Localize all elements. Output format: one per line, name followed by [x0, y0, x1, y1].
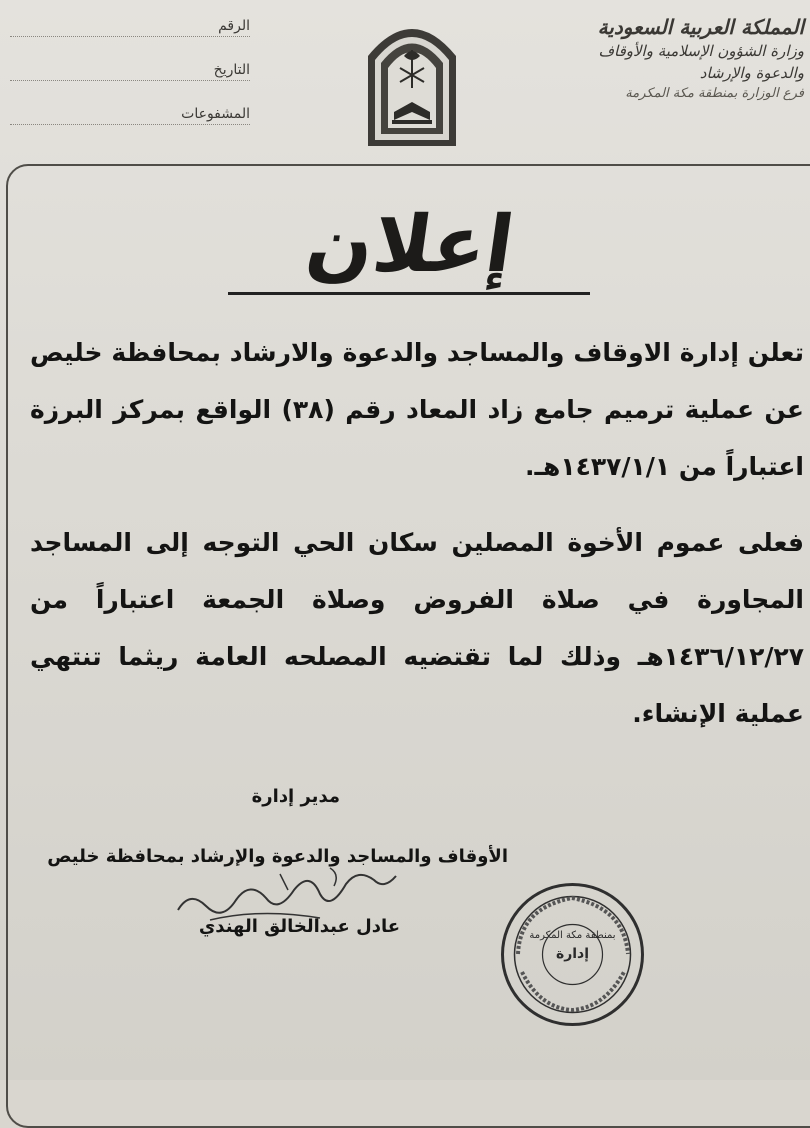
ministry-logo — [362, 16, 462, 148]
stamp-region: بمنطقة مكة المكرمة — [529, 930, 616, 941]
date-field — [10, 58, 250, 81]
signatory-organization: الأوقاف والمساجد والدعوة والإرشاد بمحافظة خليص — [47, 846, 508, 867]
number-label: الرقم — [218, 18, 250, 34]
attachments-label: المشفوعات — [181, 106, 250, 122]
letterhead-ministry-cont: والدعوة والإرشاد — [699, 64, 804, 82]
announcement-title: إعلان — [300, 200, 520, 290]
letterhead-country: المملكة العربية السعودية — [597, 15, 804, 39]
letterhead — [594, 14, 804, 104]
announcement-paragraph-1: تعلن إدارة الاوقاف والمساجد والدعوة والارشاد بمحافظة خليص عن عملية ترميم جامع زاد المعاد رقم (٣٨) الواقع بمركز البرزة اعتباراً من ١٤٣٧/١/١هـ. — [30, 338, 804, 481]
official-stamp — [500, 882, 645, 1027]
number-field — [10, 14, 250, 37]
title-underline — [228, 292, 590, 295]
letterhead-ministry: وزارة الشؤون الإسلامية والأوقاف — [598, 42, 804, 60]
signatory-title: مدير إدارة — [251, 786, 340, 807]
letterhead-branch: فرع الوزارة بمنطقة مكة المكرمة — [625, 86, 804, 101]
attachments-field — [10, 102, 250, 125]
signatory-name: عادل عبدالخالق الهندي — [198, 916, 400, 937]
announcement-paragraph-2: فعلى عموم الأخوة المصلين سكان الحي التوجه إلى المساجد المجاورة في صلاة الفروض وصلاة الجمعة اعتباراً من ١٤٣٦/١٢/٢٧هـ وذلك لما تقتضيه المصلحه العامة ريثما تنتهي عملية الإنشاء. — [30, 528, 804, 728]
date-label: التاريخ — [213, 62, 250, 78]
stamp-office: إدارة — [555, 946, 590, 962]
